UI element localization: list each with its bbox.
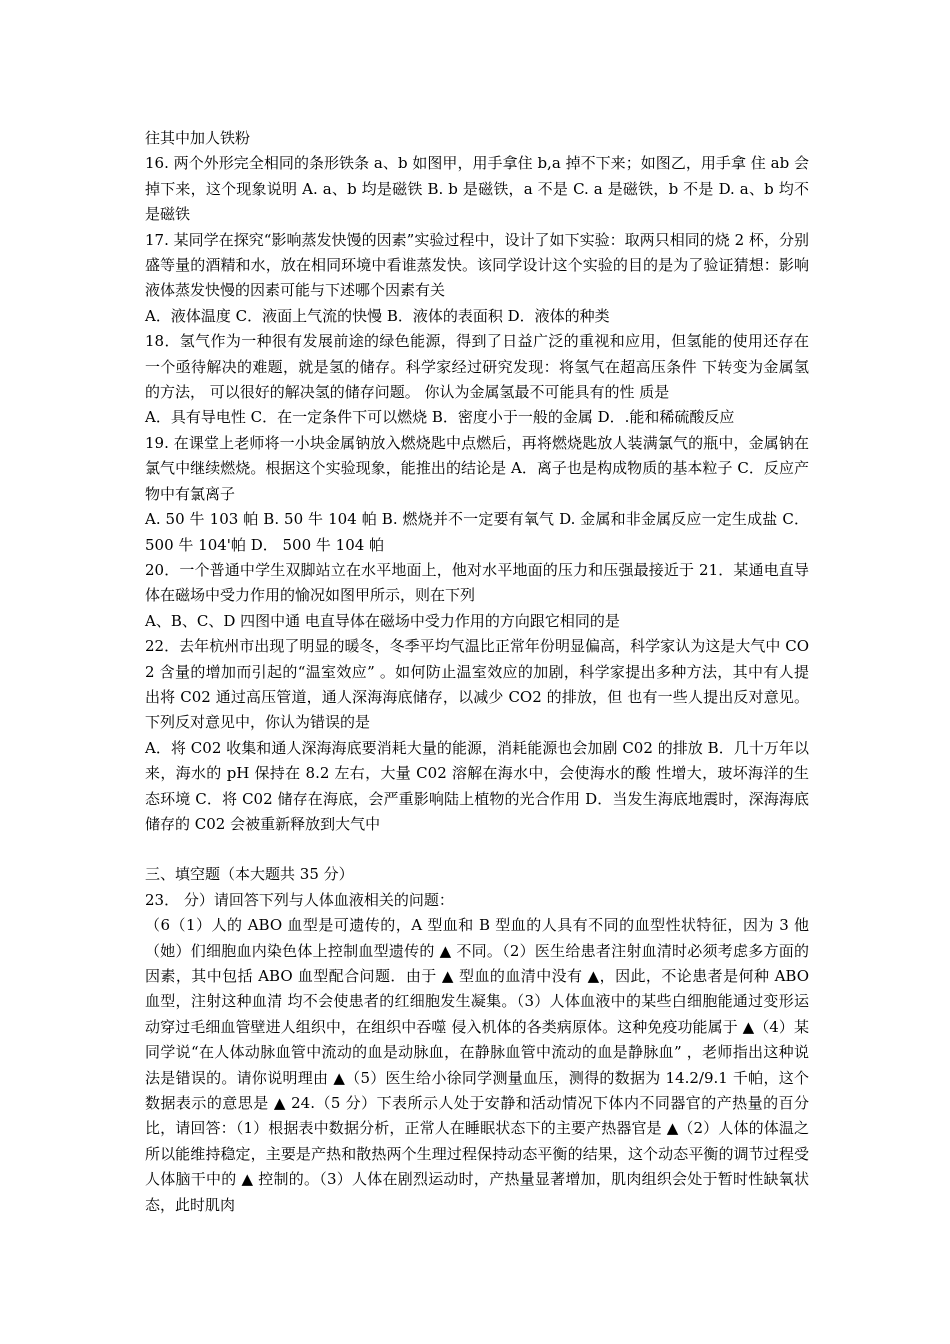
question-21-continued: A、B、C、D 四图中通 电直导体在磁场中受力作用的方向跟它相同的是 [145, 611, 620, 630]
question-17-options: A．液体温度 C．液面上气流的快慢 B．液体的表面积 D．液体的种类 [145, 306, 610, 325]
question-22-options: A．将 C02 收集和通人深海海底要消耗大量的能源，消耗能源也会加剧 C02 的排放 B．几十万年以来，海水的 pH 保持在 8.2 左右，大量 C02 溶解在海水中，会使海水的酸 性增大，玻坏海洋的生态环境 C．将 C02 储存在海底，会严重影响陆上植物的光合作用 D．当发生海底地震时，深海海底储存的 C02 会被重新释放到大气中 [145, 738, 809, 833]
question-20-21: 20．一个普通中学生双脚站立在水平地面上，他对水平地面的压力和压强最接近于 21．某通电直导体在磁场中受力作用的愉况如图甲所示，则在下列 [145, 560, 809, 605]
question-18: 18．氢气作为一种很有发展前途的绿色能源，得到了日益广泛的重视和应用，但氢能的使用还存在一个亟待解决的难题，就是氢的储存。科学家经过研究发现：将氢气在超高压条件 下转变为金属氢的方法， 可以很好的解决氢的储存问题。 你认为金属氢最不可能具有的性 质是 [145, 332, 809, 402]
question-19-options: A. 50 牛 103 帕 B. 50 牛 104 帕 B. 燃烧并不一定要有氧气 D. 金属和非金属反应一定生成盐 C．500 牛 104'帕 D． 500 牛 104 帕 [145, 510, 809, 554]
section-spacer [145, 837, 809, 862]
question-17: 17. 某同学在探究“影响蒸发快馒的因素”实验过程中，设计了如下实验：取两只相同的烧 2 杯，分别盛等量的酒精和水，放在相同环境中看谁蒸发快。该同学设计这个实验的目的是为了验证猜想：影响液体蒸发快慢的因素可能与下述哪个因素有关 [145, 230, 809, 300]
document-body [145, 126, 809, 1218]
question-23-24-body: （6（1）人的 ABO 血型是可遗传的，A 型血和 B 型血的人具有不同的血型性状特征，因为 3 他（她）们细胞血内染色体上控制血型遗传的 ▲ 不同。（2）医生给患者注射血清时必须考虑多方面的因素，其中包括 ABO 血型配合问题．由于 ▲ 型血的血清中没有 ▲，因此，不论患者是何种 ABO 血型，注射这种血清 均不会使患者的红细胞发生凝集。（3）人体血液中的某些白细胞能通过变形运动穿过毛细血管壁进人组织中，在组织中吞噬 侵入机体的各类病原体。这种免疫功能属于 ▲（4）某同学说“在人体动脉血管中流动的血是动脉血，在静脉血管中流动的血是静脉血” ，老师指出这种说法是错误的。请你说明理由 ▲（5）医生给小徐同学测量血压，测得的数据为 14.2/9.1 千帕，这个数据表示的意思是 ▲ 24.（5 分）下表所示人处于安静和活动情况下体内不同器官的产热量的百分比，请回答：（1）根据表中数据分析，正常人在睡眠状态下的主要产热器官是 ▲（2）人体的体温之所以能维持稳定，主要是产热和散热两个生理过程保持动态平衡的结果，这个动态平衡的调节过程受人体脑干中的 ▲ 控制的。（3）人体在剧烈运动时，产热量显著增加，肌肉组织会处于暂时性缺氧状态，此时肌肉 [145, 916, 809, 1214]
question-19: 19. 在课堂上老师将一小块金属钠放入燃烧匙中点燃后，再将燃烧匙放人装满氯气的瓶中，金属钠在氯气中继续燃烧。根据这个实验现象，能推出的结论是 A．离子也是构成物质的基本粒子 C．反应产物中有氯离子 [145, 433, 809, 503]
text-fragment-iron-powder: 往其中加人铁粉 [145, 129, 251, 147]
section-heading-fill-in: 三、填空题（本大题共 35 分） [145, 865, 354, 884]
question-16: 16. 两个外形完全相同的条形铁条 a、b 如图甲，用手拿住 b,a 掉不下来；如图乙，用手拿 住 ab 会掉下来，这个现象说明 A. a、b 均是磁铁 B. b 是磁铁，a 不是 C. a 是磁铁，b 不是 D. a、b 均不是磁铁 [145, 154, 809, 224]
question-18-options: A．具有导电性 C．在一定条件下可以燃烧 B．密度小于一般的金属 D．.能和稀硫酸反应 [145, 408, 735, 427]
question-22: 22．去年杭州市出现了明显的暖冬，冬季平均气温比正常年份明显偏高，科学家认为这是大气中 CO2 含量的增加而引起的“温室效应” 。如何防止温室效应的加剧，科学家提出多种方法，其中有人提出将 C02 通过高压管道，通人深海海底储存，以减少 CO2 的排放，但 也有一些人提出反对意见。下列反对意见中，你认为错误的是 [145, 637, 809, 732]
question-23-intro: 23． 分）请回答下列与人体血液相关的问题： [145, 890, 454, 909]
